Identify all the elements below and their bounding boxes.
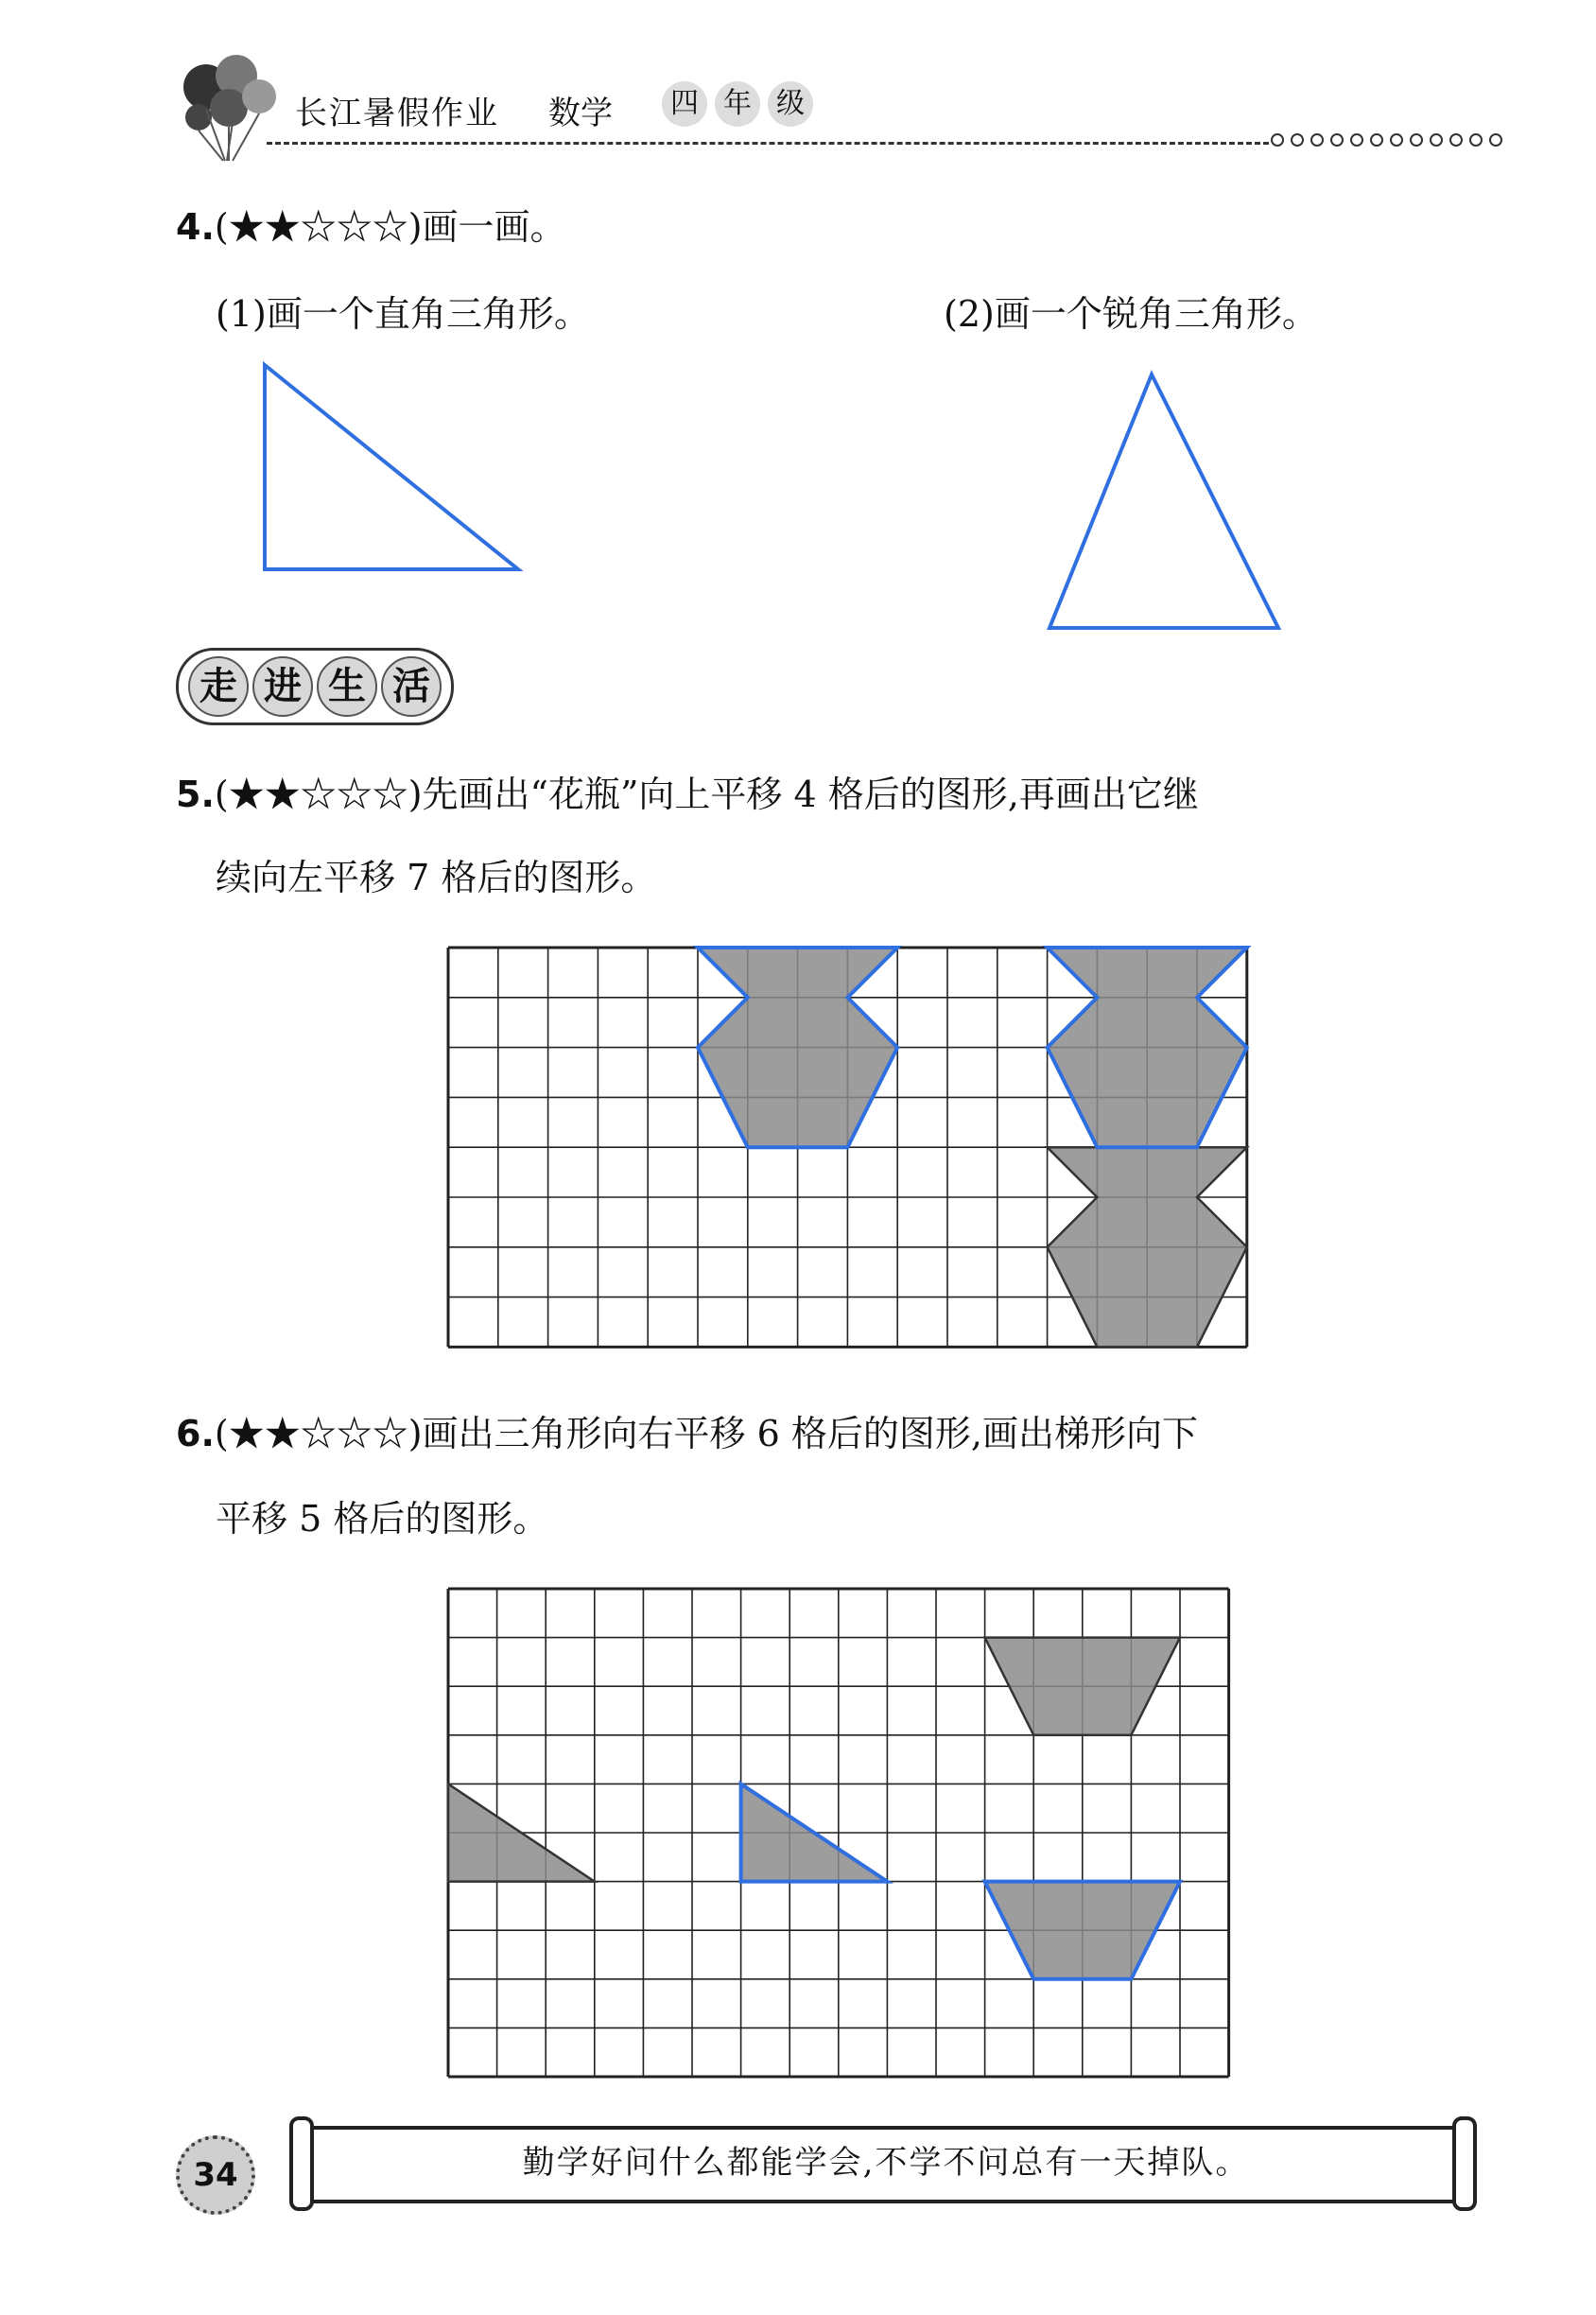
page-number: 34 bbox=[176, 2135, 255, 2215]
question-5-line-1 bbox=[176, 772, 1199, 817]
right-triangle bbox=[265, 365, 518, 569]
vase-moved-up bbox=[1048, 948, 1247, 1147]
header-dashed-line bbox=[267, 142, 1269, 145]
acute-triangle bbox=[1050, 374, 1278, 628]
right-triangle-drawing bbox=[255, 359, 558, 605]
section-char: 走 bbox=[188, 656, 249, 717]
original-vase bbox=[1048, 1147, 1247, 1347]
difficulty-stars: (★★☆☆☆) bbox=[214, 774, 423, 815]
difficulty-stars: (★★☆☆☆) bbox=[214, 206, 423, 248]
question-number: 4. bbox=[176, 206, 215, 248]
question-number: 5. bbox=[176, 774, 215, 815]
acute-triangle-drawing bbox=[1040, 369, 1305, 653]
balloons-icon bbox=[180, 49, 284, 163]
grade-char: 年 bbox=[715, 81, 760, 127]
section-char: 进 bbox=[252, 656, 313, 717]
question-6-line-1 bbox=[176, 1411, 1198, 1456]
book-title: 长江暑假作业 bbox=[295, 95, 499, 132]
question-text: 画一画。 bbox=[422, 206, 566, 248]
section-heading bbox=[176, 648, 454, 725]
section-char: 活 bbox=[381, 656, 442, 717]
question-6-line-2: 平移 5 格后的图形。 bbox=[216, 1498, 549, 1540]
question-4-part-1: (1)画一个直角三角形。 bbox=[216, 293, 590, 335]
motto-text: 勤学好问什么都能学会,不学不问总有一天掉队。 bbox=[522, 2144, 1250, 2182]
grade-badges bbox=[662, 81, 813, 127]
header-dots bbox=[1271, 133, 1502, 147]
question-number: 6. bbox=[176, 1413, 215, 1454]
question-text: 先画出“花瓶”向上平移 4 格后的图形,再画出它继 bbox=[422, 774, 1199, 815]
vase-grid bbox=[444, 944, 1258, 1369]
section-char: 生 bbox=[317, 656, 377, 717]
trapezoid-moved-down bbox=[985, 1882, 1180, 1979]
difficulty-stars: (★★☆☆☆) bbox=[214, 1413, 423, 1454]
original-trapezoid bbox=[985, 1638, 1180, 1735]
grade-char: 级 bbox=[768, 81, 813, 127]
question-4-part-2: (2)画一个锐角三角形。 bbox=[944, 293, 1318, 335]
vase-moved-left bbox=[698, 948, 897, 1147]
translation-grid bbox=[444, 1585, 1239, 2096]
question-4-title bbox=[176, 204, 566, 250]
question-text: 画出三角形向右平移 6 格后的图形,画出梯形向下 bbox=[422, 1413, 1198, 1454]
grade-char: 四 bbox=[662, 81, 707, 127]
question-5-line-2: 续向左平移 7 格后的图形。 bbox=[216, 857, 657, 898]
subject-label: 数学 bbox=[548, 95, 613, 132]
